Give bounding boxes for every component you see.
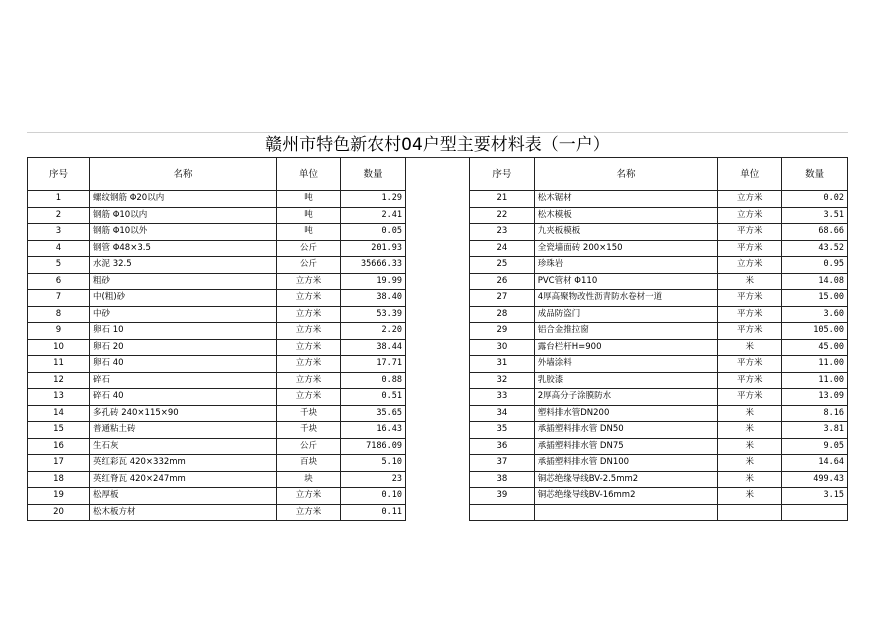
material-name: 铝合金推拉窗 <box>534 323 718 340</box>
material-name: 成品防盗门 <box>534 306 718 323</box>
table-row <box>470 323 848 340</box>
material-quantity: 3.81 <box>782 422 848 439</box>
row-number: 22 <box>470 207 535 224</box>
material-quantity: 0.95 <box>782 257 848 274</box>
table-row <box>470 306 848 323</box>
table-row <box>470 471 848 488</box>
material-quantity: 0.02 <box>782 191 848 208</box>
row-number: 19 <box>28 488 90 505</box>
header-name: 名称 <box>534 158 718 191</box>
row-number: 12 <box>28 372 90 389</box>
table-header-row <box>28 158 406 191</box>
table-row <box>28 273 406 290</box>
material-name: 铜芯绝缘导线BV-16mm2 <box>534 488 718 505</box>
material-table-left <box>27 157 406 521</box>
row-number: 18 <box>28 471 90 488</box>
material-unit: 米 <box>718 422 782 439</box>
row-number: 3 <box>28 224 90 241</box>
table-row <box>470 504 848 521</box>
material-quantity: 2.41 <box>341 207 406 224</box>
material-quantity: 15.00 <box>782 290 848 307</box>
table-row <box>470 356 848 373</box>
material-quantity: 3.15 <box>782 488 848 505</box>
material-unit: 立方米 <box>277 290 341 307</box>
material-name: 钢筋 Φ10以外 <box>90 224 277 241</box>
table-row <box>28 290 406 307</box>
row-number: 34 <box>470 405 535 422</box>
material-name: PVC管材 Φ110 <box>534 273 718 290</box>
material-name: 露台栏杆H=900 <box>534 339 718 356</box>
material-unit: 块 <box>277 471 341 488</box>
row-number: 5 <box>28 257 90 274</box>
material-unit: 平方米 <box>718 356 782 373</box>
material-unit: 米 <box>718 438 782 455</box>
table-row <box>28 191 406 208</box>
material-unit: 平方米 <box>718 389 782 406</box>
material-unit: 立方米 <box>277 372 341 389</box>
material-unit: 立方米 <box>277 323 341 340</box>
material-name: 松木板方材 <box>90 504 277 521</box>
table-row <box>28 306 406 323</box>
material-name: 英红彩瓦 420×332mm <box>90 455 277 472</box>
row-number: 4 <box>28 240 90 257</box>
material-quantity: 43.52 <box>782 240 848 257</box>
material-name: 承插塑料排水管 DN100 <box>534 455 718 472</box>
material-unit: 千块 <box>277 422 341 439</box>
material-name: 塑料排水管DN200 <box>534 405 718 422</box>
table-row <box>470 273 848 290</box>
row-number: 35 <box>470 422 535 439</box>
row-number: 10 <box>28 339 90 356</box>
row-number: 28 <box>470 306 535 323</box>
header-no: 序号 <box>470 158 535 191</box>
material-quantity: 3.60 <box>782 306 848 323</box>
table-row <box>28 438 406 455</box>
material-quantity: 14.64 <box>782 455 848 472</box>
material-unit: 立方米 <box>277 339 341 356</box>
material-name: 钢筋 Φ10以内 <box>90 207 277 224</box>
material-quantity: 0.11 <box>341 504 406 521</box>
material-unit: 吨 <box>277 207 341 224</box>
material-quantity: 9.05 <box>782 438 848 455</box>
row-number <box>470 504 535 521</box>
material-quantity: 17.71 <box>341 356 406 373</box>
material-name: 承插塑料排水管 DN50 <box>534 422 718 439</box>
material-name: 卵石 10 <box>90 323 277 340</box>
material-quantity: 45.00 <box>782 339 848 356</box>
table-row <box>28 372 406 389</box>
material-unit: 公斤 <box>277 438 341 455</box>
row-number: 26 <box>470 273 535 290</box>
material-unit <box>718 504 782 521</box>
material-unit: 米 <box>718 339 782 356</box>
page-title: 赣州市特色新农村04户型主要材料表（一户） <box>27 132 848 158</box>
table-row <box>28 504 406 521</box>
material-unit: 立方米 <box>277 389 341 406</box>
material-name: 粗砂 <box>90 273 277 290</box>
material-unit: 平方米 <box>718 290 782 307</box>
material-name: 全瓷墙面砖 200×150 <box>534 240 718 257</box>
row-number: 24 <box>470 240 535 257</box>
header-name: 名称 <box>90 158 277 191</box>
material-unit: 公斤 <box>277 257 341 274</box>
material-unit: 立方米 <box>718 191 782 208</box>
table-row <box>28 240 406 257</box>
material-name: 珍珠岩 <box>534 257 718 274</box>
material-unit: 平方米 <box>718 372 782 389</box>
table-row <box>470 372 848 389</box>
material-quantity: 11.00 <box>782 372 848 389</box>
material-quantity: 13.09 <box>782 389 848 406</box>
material-unit: 吨 <box>277 224 341 241</box>
table-row <box>470 339 848 356</box>
material-quantity: 0.10 <box>341 488 406 505</box>
row-number: 7 <box>28 290 90 307</box>
table-row <box>28 224 406 241</box>
material-name: 松木模板 <box>534 207 718 224</box>
material-unit: 平方米 <box>718 240 782 257</box>
row-number: 6 <box>28 273 90 290</box>
table-row <box>28 488 406 505</box>
material-name: 中(粗)砂 <box>90 290 277 307</box>
table-row <box>470 438 848 455</box>
material-quantity: 3.51 <box>782 207 848 224</box>
material-name: 卵石 20 <box>90 339 277 356</box>
material-unit: 米 <box>718 405 782 422</box>
material-name: 英红脊瓦 420×247mm <box>90 471 277 488</box>
table-row <box>470 257 848 274</box>
row-number: 38 <box>470 471 535 488</box>
material-quantity: 0.05 <box>341 224 406 241</box>
row-number: 29 <box>470 323 535 340</box>
row-number: 14 <box>28 405 90 422</box>
material-quantity: 8.16 <box>782 405 848 422</box>
material-quantity: 0.88 <box>341 372 406 389</box>
row-number: 21 <box>470 191 535 208</box>
material-name: 钢管 Φ48×3.5 <box>90 240 277 257</box>
material-unit: 立方米 <box>277 306 341 323</box>
table-row <box>28 422 406 439</box>
row-number: 27 <box>470 290 535 307</box>
material-quantity: 499.43 <box>782 471 848 488</box>
material-quantity: 11.00 <box>782 356 848 373</box>
material-unit: 米 <box>718 488 782 505</box>
material-name: 松厚板 <box>90 488 277 505</box>
material-unit: 公斤 <box>277 240 341 257</box>
table-row <box>470 405 848 422</box>
table-row <box>28 207 406 224</box>
material-quantity: 14.08 <box>782 273 848 290</box>
material-name: 碎石 <box>90 372 277 389</box>
material-quantity: 1.29 <box>341 191 406 208</box>
row-number: 33 <box>470 389 535 406</box>
material-name: 中砂 <box>90 306 277 323</box>
material-unit: 立方米 <box>277 273 341 290</box>
row-number: 39 <box>470 488 535 505</box>
table-row <box>28 455 406 472</box>
material-name: 螺纹钢筋 Φ20以内 <box>90 191 277 208</box>
header-qty: 数量 <box>782 158 848 191</box>
material-unit: 米 <box>718 455 782 472</box>
material-name: 普通粘土砖 <box>90 422 277 439</box>
material-name: 多孔砖 240×115×90 <box>90 405 277 422</box>
table-row <box>28 356 406 373</box>
table-row <box>28 257 406 274</box>
row-number: 13 <box>28 389 90 406</box>
material-name: 4厚高聚物改性沥青防水卷材一道 <box>534 290 718 307</box>
material-unit: 百块 <box>277 455 341 472</box>
material-quantity: 16.43 <box>341 422 406 439</box>
material-unit: 立方米 <box>277 488 341 505</box>
material-unit: 立方米 <box>718 207 782 224</box>
table-row <box>28 471 406 488</box>
material-quantity: 2.20 <box>341 323 406 340</box>
row-number: 23 <box>470 224 535 241</box>
table-row <box>470 240 848 257</box>
material-unit: 千块 <box>277 405 341 422</box>
material-name: 水泥 32.5 <box>90 257 277 274</box>
table-row <box>470 389 848 406</box>
material-unit: 立方米 <box>277 504 341 521</box>
material-unit: 平方米 <box>718 323 782 340</box>
row-number: 16 <box>28 438 90 455</box>
material-unit: 米 <box>718 471 782 488</box>
material-name: 松木锯材 <box>534 191 718 208</box>
material-name: 2厚高分子涂膜防水 <box>534 389 718 406</box>
material-quantity: 23 <box>341 471 406 488</box>
material-quantity: 5.10 <box>341 455 406 472</box>
material-unit: 吨 <box>277 191 341 208</box>
material-name: 承插塑料排水管 DN75 <box>534 438 718 455</box>
material-name: 乳胶漆 <box>534 372 718 389</box>
material-name: 生石灰 <box>90 438 277 455</box>
table-row <box>470 488 848 505</box>
material-name: 铜芯绝缘导线BV-2.5mm2 <box>534 471 718 488</box>
material-quantity: 0.51 <box>341 389 406 406</box>
material-unit: 立方米 <box>277 356 341 373</box>
row-number: 1 <box>28 191 90 208</box>
table-row <box>470 224 848 241</box>
material-quantity: 38.40 <box>341 290 406 307</box>
row-number: 9 <box>28 323 90 340</box>
row-number: 32 <box>470 372 535 389</box>
row-number: 2 <box>28 207 90 224</box>
table-row <box>470 207 848 224</box>
row-number: 25 <box>470 257 535 274</box>
table-row <box>28 389 406 406</box>
header-unit: 单位 <box>718 158 782 191</box>
material-quantity: 53.39 <box>341 306 406 323</box>
row-number: 36 <box>470 438 535 455</box>
row-number: 31 <box>470 356 535 373</box>
row-number: 15 <box>28 422 90 439</box>
material-unit: 平方米 <box>718 224 782 241</box>
table-row <box>28 323 406 340</box>
row-number: 30 <box>470 339 535 356</box>
header-no: 序号 <box>28 158 90 191</box>
material-quantity: 68.66 <box>782 224 848 241</box>
row-number: 8 <box>28 306 90 323</box>
material-quantity: 38.44 <box>341 339 406 356</box>
table-row <box>470 191 848 208</box>
table-row <box>28 405 406 422</box>
material-name: 外墙涂料 <box>534 356 718 373</box>
material-quantity: 201.93 <box>341 240 406 257</box>
header-qty: 数量 <box>341 158 406 191</box>
table-row <box>470 455 848 472</box>
material-name: 碎石 40 <box>90 389 277 406</box>
material-quantity: 35.65 <box>341 405 406 422</box>
header-unit: 单位 <box>277 158 341 191</box>
material-name: 九夹板模板 <box>534 224 718 241</box>
material-unit: 立方米 <box>718 257 782 274</box>
material-quantity: 7186.09 <box>341 438 406 455</box>
material-quantity <box>782 504 848 521</box>
row-number: 17 <box>28 455 90 472</box>
material-unit: 米 <box>718 273 782 290</box>
material-quantity: 105.00 <box>782 323 848 340</box>
row-number: 37 <box>470 455 535 472</box>
material-table-right <box>469 157 848 521</box>
material-quantity: 19.99 <box>341 273 406 290</box>
row-number: 20 <box>28 504 90 521</box>
table-header-row <box>470 158 848 191</box>
table-row <box>28 339 406 356</box>
material-name <box>534 504 718 521</box>
table-row <box>470 290 848 307</box>
table-row <box>470 422 848 439</box>
row-number: 11 <box>28 356 90 373</box>
material-unit: 平方米 <box>718 306 782 323</box>
material-name: 卵石 40 <box>90 356 277 373</box>
material-quantity: 35666.33 <box>341 257 406 274</box>
